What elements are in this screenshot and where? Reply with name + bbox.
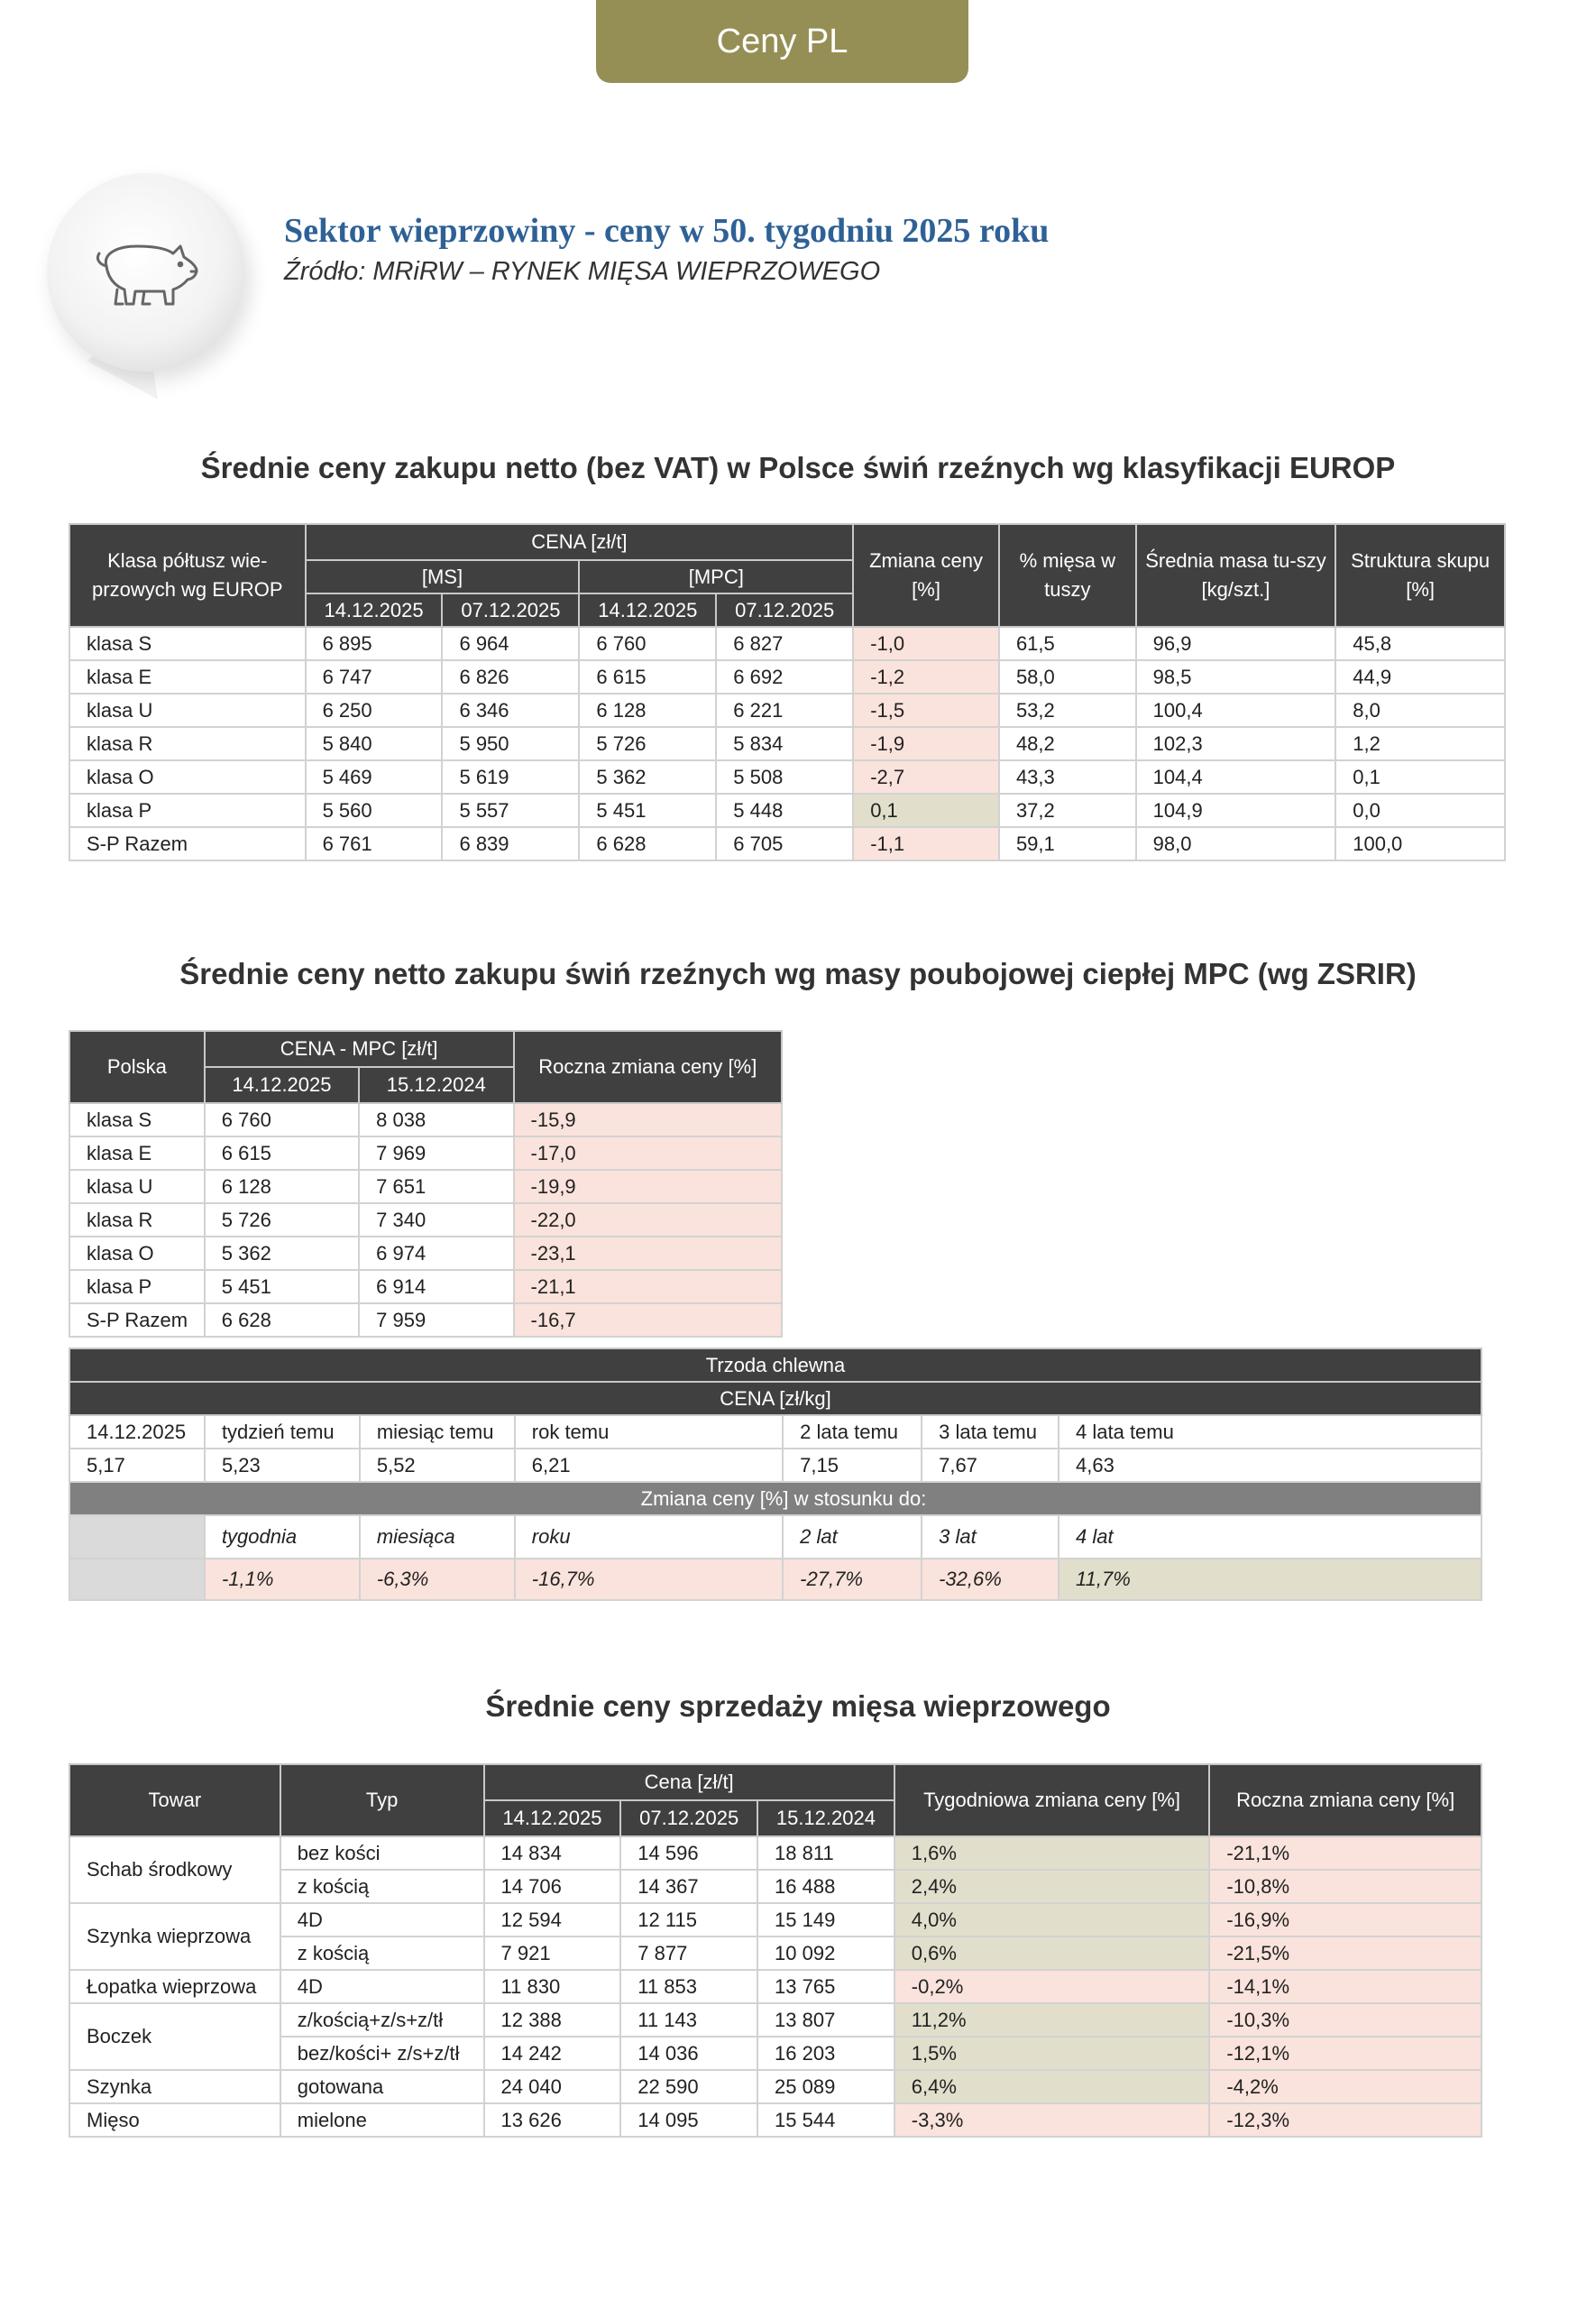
table-cell: 7 877 xyxy=(620,1936,757,1970)
type-label: z kością xyxy=(280,1936,484,1970)
table-cell: -23,1 xyxy=(514,1237,782,1270)
change-label: roku xyxy=(515,1515,783,1559)
table-cell: 5 834 xyxy=(716,727,853,760)
period-label: 3 lata temu xyxy=(922,1415,1059,1449)
table-cell: 6 615 xyxy=(579,660,716,694)
table-cell: -17,0 xyxy=(514,1136,782,1170)
change-label: tygodnia xyxy=(205,1515,360,1559)
table-cell: 7 969 xyxy=(359,1136,513,1170)
row-label: klasa U xyxy=(69,1170,205,1203)
header-cena-kg: CENA [zł/kg] xyxy=(69,1382,1481,1415)
table-cell: 22 590 xyxy=(620,2070,757,2103)
header-mpc: [MPC] xyxy=(579,560,853,593)
table-cell: 8,0 xyxy=(1335,694,1505,727)
table-cell: 11 853 xyxy=(620,1970,757,2003)
table-cell: 13 626 xyxy=(484,2103,621,2137)
table-cell: 5 557 xyxy=(442,794,579,827)
table1-title: Średnie ceny zakupu netto (bez VAT) w Polsce świń rzeźnych wg klasyfikacji EUROP xyxy=(200,451,1396,484)
table-cell: 104,4 xyxy=(1136,760,1336,794)
table-cell: 37,2 xyxy=(999,794,1136,827)
price-value: 7,15 xyxy=(783,1449,922,1482)
period-label: 2 lata temu xyxy=(783,1415,922,1449)
price-value: 4,63 xyxy=(1059,1449,1481,1482)
period-label: rok temu xyxy=(515,1415,783,1449)
header-typ: Typ xyxy=(280,1764,484,1836)
table-cell: 0,6% xyxy=(894,1936,1210,1970)
table-row xyxy=(69,2037,1481,2070)
table-cell: 6 895 xyxy=(306,627,443,660)
table-cell: 98,5 xyxy=(1136,660,1336,694)
table-cell: -22,0 xyxy=(514,1203,782,1237)
table-cell: 4,0% xyxy=(894,1903,1210,1936)
header-miesa: % mięsa w tuszy xyxy=(999,524,1136,627)
table-cell: 58,0 xyxy=(999,660,1136,694)
table-cell: 44,9 xyxy=(1335,660,1505,694)
table-cell: 18 811 xyxy=(757,1836,894,1870)
row-label: klasa P xyxy=(69,794,306,827)
row-label: klasa S xyxy=(69,627,306,660)
table-cell: 1,6% xyxy=(894,1836,1210,1870)
change-label: miesiąca xyxy=(360,1515,515,1559)
table-cell: 61,5 xyxy=(999,627,1136,660)
table-cell: -16,9% xyxy=(1209,1903,1481,1936)
table-cell: 6 760 xyxy=(579,627,716,660)
table-cell: 6 747 xyxy=(306,660,443,694)
table-row xyxy=(69,1203,782,1237)
table-cell: -21,1 xyxy=(514,1270,782,1303)
table-cell: 102,3 xyxy=(1136,727,1336,760)
table-cell: 6 914 xyxy=(359,1270,513,1303)
row-label: klasa P xyxy=(69,1270,205,1303)
table-row xyxy=(69,1170,782,1203)
table-cell: 5 726 xyxy=(205,1203,359,1237)
page-source: Źródło: MRiRW – RYNEK MIĘSA WIEPRZOWEGO xyxy=(284,257,881,286)
row-label: S-P Razem xyxy=(69,1303,205,1337)
table-cell: 7 921 xyxy=(484,1936,621,1970)
row-label: klasa U xyxy=(69,694,306,727)
table-row xyxy=(69,2070,1481,2103)
header-zmiana: Zmiana ceny [%] xyxy=(853,524,999,627)
table-cell: 16 203 xyxy=(757,2037,894,2070)
table-cell: 6 128 xyxy=(579,694,716,727)
header-ms: [MS] xyxy=(306,560,580,593)
table-cell: 7 651 xyxy=(359,1170,513,1203)
table-cell: 6 628 xyxy=(205,1303,359,1337)
table-cell: 98,0 xyxy=(1136,827,1336,860)
header-date: 15.12.2024 xyxy=(359,1067,513,1103)
table-cell: -16,7 xyxy=(514,1303,782,1337)
table-cell: -14,1% xyxy=(1209,1970,1481,2003)
period-label: tydzień temu xyxy=(205,1415,360,1449)
table-cell: 6 128 xyxy=(205,1170,359,1203)
header-masa: Średnia masa tu-szy [kg/szt.] xyxy=(1136,524,1336,627)
table-cell: 104,9 xyxy=(1136,794,1336,827)
row-label: S-P Razem xyxy=(69,827,306,860)
price-value: 5,23 xyxy=(205,1449,360,1482)
table-cell: 6 628 xyxy=(579,827,716,860)
table-cell: 0,1 xyxy=(853,794,999,827)
table-cell: -2,7 xyxy=(853,760,999,794)
table-cell: 6 839 xyxy=(442,827,579,860)
row-label: klasa S xyxy=(69,1103,205,1136)
table-cell: 6 250 xyxy=(306,694,443,727)
change-label: 3 lat xyxy=(922,1515,1059,1559)
table-cell: 5 619 xyxy=(442,760,579,794)
table-cell: -21,5% xyxy=(1209,1936,1481,1970)
change-value: -6,3% xyxy=(360,1559,515,1600)
header-date: 07.12.2025 xyxy=(716,593,853,627)
change-value: -27,7% xyxy=(783,1559,922,1600)
table-row xyxy=(69,1270,782,1303)
table-row xyxy=(69,1303,782,1337)
table-cell: 59,1 xyxy=(999,827,1136,860)
period-label: 14.12.2025 xyxy=(69,1415,205,1449)
table-cell: 5 726 xyxy=(579,727,716,760)
table-cell: 11 143 xyxy=(620,2003,757,2037)
table-cell: 14 095 xyxy=(620,2103,757,2137)
table-cell: 16 488 xyxy=(757,1870,894,1903)
table-cell: 14 706 xyxy=(484,1870,621,1903)
price-value: 5,17 xyxy=(69,1449,205,1482)
table-cell: -10,8% xyxy=(1209,1870,1481,1903)
table-row xyxy=(69,1237,782,1270)
header-tygodniowa: Tygodniowa zmiana ceny [%] xyxy=(894,1764,1210,1836)
table-cell: 12 594 xyxy=(484,1903,621,1936)
table-cell: 6 705 xyxy=(716,827,853,860)
row-label: klasa E xyxy=(69,1136,205,1170)
type-label: bez/kości+ z/s+z/tł xyxy=(280,2037,484,2070)
table-cell: 45,8 xyxy=(1335,627,1505,660)
header-klasa: Klasa półtusz wie-przowych wg EUROP xyxy=(69,524,306,627)
type-label: gotowana xyxy=(280,2070,484,2103)
type-label: z kością xyxy=(280,1870,484,1903)
period-label: miesiąc temu xyxy=(360,1415,515,1449)
meat-sales-table xyxy=(69,1763,1482,2138)
table-cell: -10,3% xyxy=(1209,2003,1481,2037)
table-row xyxy=(69,794,1505,827)
empty-cell xyxy=(69,1515,205,1559)
change-value: -32,6% xyxy=(922,1559,1059,1600)
row-label: klasa R xyxy=(69,727,306,760)
table-row xyxy=(69,694,1505,727)
type-label: mielone xyxy=(280,2103,484,2137)
table-cell: 8 038 xyxy=(359,1103,513,1136)
table-row xyxy=(69,2003,1481,2037)
table-cell: -4,2% xyxy=(1209,2070,1481,2103)
table-cell: 5 950 xyxy=(442,727,579,760)
table-cell: 11 830 xyxy=(484,1970,621,2003)
table-cell: 6 221 xyxy=(716,694,853,727)
header-towar: Towar xyxy=(69,1764,280,1836)
change-value: -1,1% xyxy=(205,1559,360,1600)
table-cell: 6 760 xyxy=(205,1103,359,1136)
table-cell: 15 149 xyxy=(757,1903,894,1936)
table-cell: 0,1 xyxy=(1335,760,1505,794)
header-zmiana-stosunku: Zmiana ceny [%] w stosunku do: xyxy=(69,1482,1481,1515)
table-cell: 2,4% xyxy=(894,1870,1210,1903)
table-cell: 6 827 xyxy=(716,627,853,660)
table-cell: 6 615 xyxy=(205,1136,359,1170)
table-cell: 13 765 xyxy=(757,1970,894,2003)
table-cell: 12 115 xyxy=(620,1903,757,1936)
row-label: klasa O xyxy=(69,760,306,794)
table-cell: -1,5 xyxy=(853,694,999,727)
table-row xyxy=(69,1103,782,1136)
row-group-label: Szynka xyxy=(69,2070,280,2103)
change-label: 2 lat xyxy=(783,1515,922,1559)
table-cell: 5 451 xyxy=(579,794,716,827)
header-date: 14.12.2025 xyxy=(484,1800,621,1836)
header-date: 14.12.2025 xyxy=(306,593,443,627)
table-cell: 7 959 xyxy=(359,1303,513,1337)
table-cell: 5 448 xyxy=(716,794,853,827)
table-row xyxy=(69,2103,1481,2137)
table-cell: 100,0 xyxy=(1335,827,1505,860)
table-row xyxy=(69,1970,1481,2003)
header-date: 07.12.2025 xyxy=(620,1800,757,1836)
table-cell: 15 544 xyxy=(757,2103,894,2137)
table-cell: 13 807 xyxy=(757,2003,894,2037)
table-row xyxy=(69,660,1505,694)
row-label: klasa E xyxy=(69,660,306,694)
table-cell: 5 362 xyxy=(205,1237,359,1270)
type-label: 4D xyxy=(280,1970,484,2003)
table-cell: 0,0 xyxy=(1335,794,1505,827)
table-cell: 12 388 xyxy=(484,2003,621,2037)
table-cell: -1,2 xyxy=(853,660,999,694)
table4-title: Średnie ceny sprzedaży mięsa wieprzowego xyxy=(485,1689,1111,1723)
table-cell: 48,2 xyxy=(999,727,1136,760)
table-cell: 14 367 xyxy=(620,1870,757,1903)
table-cell: 5 451 xyxy=(205,1270,359,1303)
change-value: 11,7% xyxy=(1059,1559,1481,1600)
table-cell: 5 560 xyxy=(306,794,443,827)
header-date: 15.12.2024 xyxy=(757,1800,894,1836)
table-cell: -12,1% xyxy=(1209,2037,1481,2070)
table-cell: 6 692 xyxy=(716,660,853,694)
page-title: Sektor wieprzowiny - ceny w 50. tygodniu 2025 roku xyxy=(284,212,1050,250)
table-row xyxy=(69,1903,1481,1936)
table-cell: -15,9 xyxy=(514,1103,782,1136)
table-cell: 43,3 xyxy=(999,760,1136,794)
type-label: z/kością+z/s+z/tł xyxy=(280,2003,484,2037)
row-group-label: Łopatka wieprzowa xyxy=(69,1970,280,2003)
table-cell: 6 826 xyxy=(442,660,579,694)
table-cell: 14 596 xyxy=(620,1836,757,1870)
header-date: 14.12.2025 xyxy=(579,593,716,627)
header-cena-t: Cena [zł/t] xyxy=(484,1764,894,1800)
table-cell: 5 469 xyxy=(306,760,443,794)
empty-cell xyxy=(69,1559,205,1600)
europ-price-table xyxy=(69,523,1506,861)
header-trzoda: Trzoda chlewna xyxy=(69,1348,1481,1382)
table-row xyxy=(69,1136,782,1170)
table-cell: 6 761 xyxy=(306,827,443,860)
table-cell: -19,9 xyxy=(514,1170,782,1203)
section-badge: Ceny PL xyxy=(596,0,968,83)
table-cell: 5 362 xyxy=(579,760,716,794)
table-cell: 14 036 xyxy=(620,2037,757,2070)
table-cell: 53,2 xyxy=(999,694,1136,727)
table-row xyxy=(69,1836,1481,1870)
header-cena-mpc: CENA - MPC [zł/t] xyxy=(205,1031,514,1067)
trzoda-table xyxy=(69,1348,1482,1601)
header-date: 14.12.2025 xyxy=(205,1067,359,1103)
table-cell: 14 242 xyxy=(484,2037,621,2070)
table-cell: 7 340 xyxy=(359,1203,513,1237)
pig-icon xyxy=(90,230,203,311)
header-polska: Polska xyxy=(69,1031,205,1103)
table-cell: 6 964 xyxy=(442,627,579,660)
table-cell: 11,2% xyxy=(894,2003,1210,2037)
type-label: bez kości xyxy=(280,1836,484,1870)
header-cena: CENA [zł/t] xyxy=(306,524,854,560)
table-cell: 6 346 xyxy=(442,694,579,727)
table-cell: 5 508 xyxy=(716,760,853,794)
row-group-label: Szynka wieprzowa xyxy=(69,1903,280,1970)
table2-title: Średnie ceny netto zakupu świń rzeźnych wg masy poubojowej ciepłej MPC (wg ZSRIR) xyxy=(179,957,1417,990)
table-cell: 1,2 xyxy=(1335,727,1505,760)
price-value: 6,21 xyxy=(515,1449,783,1482)
table-cell: -0,2% xyxy=(894,1970,1210,2003)
table-cell: 96,9 xyxy=(1136,627,1336,660)
table-row xyxy=(69,760,1505,794)
header-struktura: Struktura skupu [%] xyxy=(1335,524,1505,627)
table-cell: -3,3% xyxy=(894,2103,1210,2137)
table-cell: -1,9 xyxy=(853,727,999,760)
table-cell: 24 040 xyxy=(484,2070,621,2103)
type-label: 4D xyxy=(280,1903,484,1936)
table-cell: -21,1% xyxy=(1209,1836,1481,1870)
price-value: 7,67 xyxy=(922,1449,1059,1482)
change-label: 4 lat xyxy=(1059,1515,1481,1559)
row-group-label: Schab środkowy xyxy=(69,1836,280,1903)
table-row xyxy=(69,627,1505,660)
table-cell: 5 840 xyxy=(306,727,443,760)
table-cell: 1,5% xyxy=(894,2037,1210,2070)
table-row xyxy=(69,1936,1481,1970)
table-cell: 6 974 xyxy=(359,1237,513,1270)
table-cell: -12,3% xyxy=(1209,2103,1481,2137)
table-cell: 100,4 xyxy=(1136,694,1336,727)
table-cell: 14 834 xyxy=(484,1836,621,1870)
table-cell: -1,1 xyxy=(853,827,999,860)
period-label: 4 lata temu xyxy=(1059,1415,1481,1449)
row-label: klasa R xyxy=(69,1203,205,1237)
row-group-label: Boczek xyxy=(69,2003,280,2070)
row-label: klasa O xyxy=(69,1237,205,1270)
table-row xyxy=(69,727,1505,760)
header-roczna: Roczna zmiana ceny [%] xyxy=(1209,1764,1481,1836)
change-value: -16,7% xyxy=(515,1559,783,1600)
row-group-label: Mięso xyxy=(69,2103,280,2137)
mpc-price-table xyxy=(69,1030,783,1338)
table-cell: 25 089 xyxy=(757,2070,894,2103)
header-roczna: Roczna zmiana ceny [%] xyxy=(514,1031,782,1103)
table-cell: 6,4% xyxy=(894,2070,1210,2103)
table-row xyxy=(69,1870,1481,1903)
table-cell: 10 092 xyxy=(757,1936,894,1970)
table-row xyxy=(69,827,1505,860)
table-cell: -1,0 xyxy=(853,627,999,660)
price-value: 5,52 xyxy=(360,1449,515,1482)
header-date: 07.12.2025 xyxy=(442,593,579,627)
